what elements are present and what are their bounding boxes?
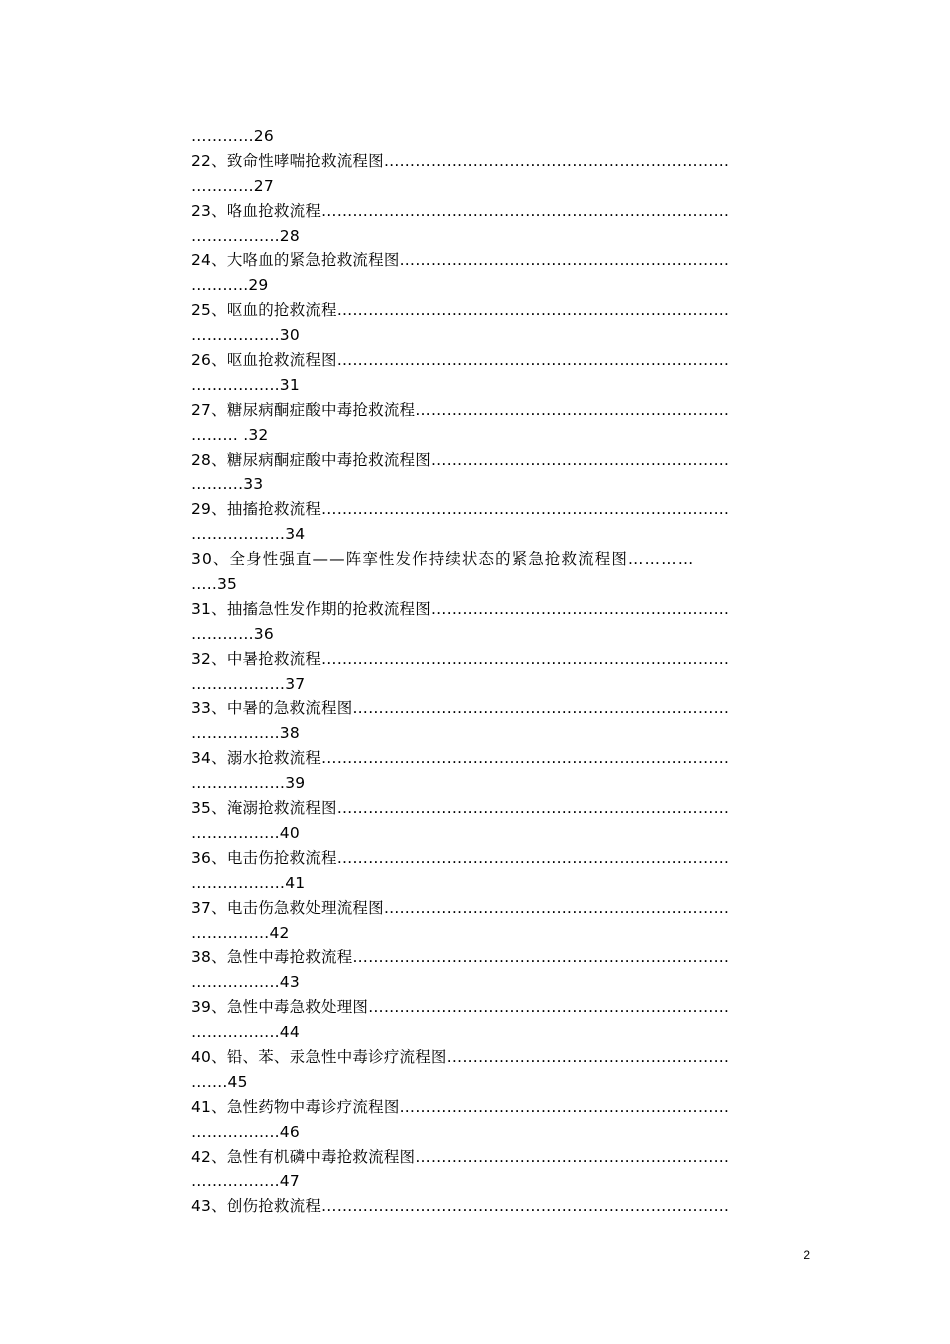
toc-line: ………………39 [191,774,306,793]
toc-line: …………27 [191,176,274,195]
toc-line: 28、糖尿病酮症酸中毒抢救流程图………………………………………………… [191,450,730,469]
toc-line: 26、呕血抢救流程图………………………………………………………………… [191,351,730,370]
toc-line: ……………..44 [191,1023,300,1042]
toc-line: …….45 [191,1072,248,1091]
toc-line: ……………..31 [191,375,300,394]
toc-line: ……………..46 [191,1122,300,1141]
page-number: 2 [803,1248,810,1262]
toc-line: 41、急性药物中毒诊疗流程图……………………………………………………… [191,1097,730,1116]
toc-line: 22、致命性哮喘抢救流程图………………………………………………………… [191,151,730,170]
toc-line: …………26 [191,127,274,145]
toc-line: 43、创伤抢救流程…………………………………………………………………… [191,1197,730,1216]
toc-line: 34、溺水抢救流程…………………………………………………………………… [191,749,730,768]
toc-line: 32、中暑抢救流程…………………………………………………………………… [191,649,730,668]
toc-line: ……………..47 [191,1172,300,1191]
toc-line: 24、大咯血的紧急抢救流程图……………………………………………………… [191,251,730,270]
toc-line: ………………41 [191,873,306,892]
toc-line: 40、铅、苯、汞急性中毒诊疗流程图……………………………………………… [191,1047,730,1066]
toc-line: 33、中暑的急救流程图……………………………………………………………… [191,699,730,718]
toc-line: 29、抽搐抢救流程…………………………………………………………………… [191,500,730,519]
toc-line: ……………..40 [191,823,300,842]
toc-line: ……………..43 [191,973,300,992]
toc-line: ………………34 [191,525,306,544]
toc-line: ……….33 [191,475,264,494]
toc-line: 27、糖尿病酮症酸中毒抢救流程…………………………………………………… [191,400,730,419]
toc-line: 23、咯血抢救流程…………………………………………………………………… [191,201,730,220]
toc-line: ………………37 [191,674,306,693]
toc-line: 25、呕血的抢救流程………………………………………………………………… [191,301,730,320]
toc-line: 36、电击伤抢救流程………………………………………………………………… [191,848,730,867]
toc-line: 31、抽搐急性发作期的抢救流程图………………………………………………… [191,599,730,618]
toc-line: ……………..38 [191,724,300,743]
toc-line: 37、电击伤急救处理流程图………………………………………………………… [191,898,730,917]
toc-line: 35、淹溺抢救流程图………………………………………………………………… [191,799,730,818]
table-of-contents [191,124,811,1219]
toc-line: ……………42 [191,923,290,942]
toc-line: 30、全身性强直——阵挛性发作持续状态的紧急抢救流程图………… [191,550,695,569]
toc-line: …..35 [191,575,238,594]
toc-line: ……………..30 [191,326,300,345]
toc-line: 42、急性有机磷中毒抢救流程图…………………………………………………… [191,1147,730,1166]
toc-line: 39、急性中毒急救处理图…………………………………………………………… [191,998,730,1017]
toc-line: 38、急性中毒抢救流程……………………………………………………………… [191,948,730,967]
toc-line: ……………..28 [191,226,300,245]
toc-line: ……… .32 [191,425,269,444]
toc-line: ………..29 [191,276,269,295]
toc-line: …………36 [191,624,274,643]
